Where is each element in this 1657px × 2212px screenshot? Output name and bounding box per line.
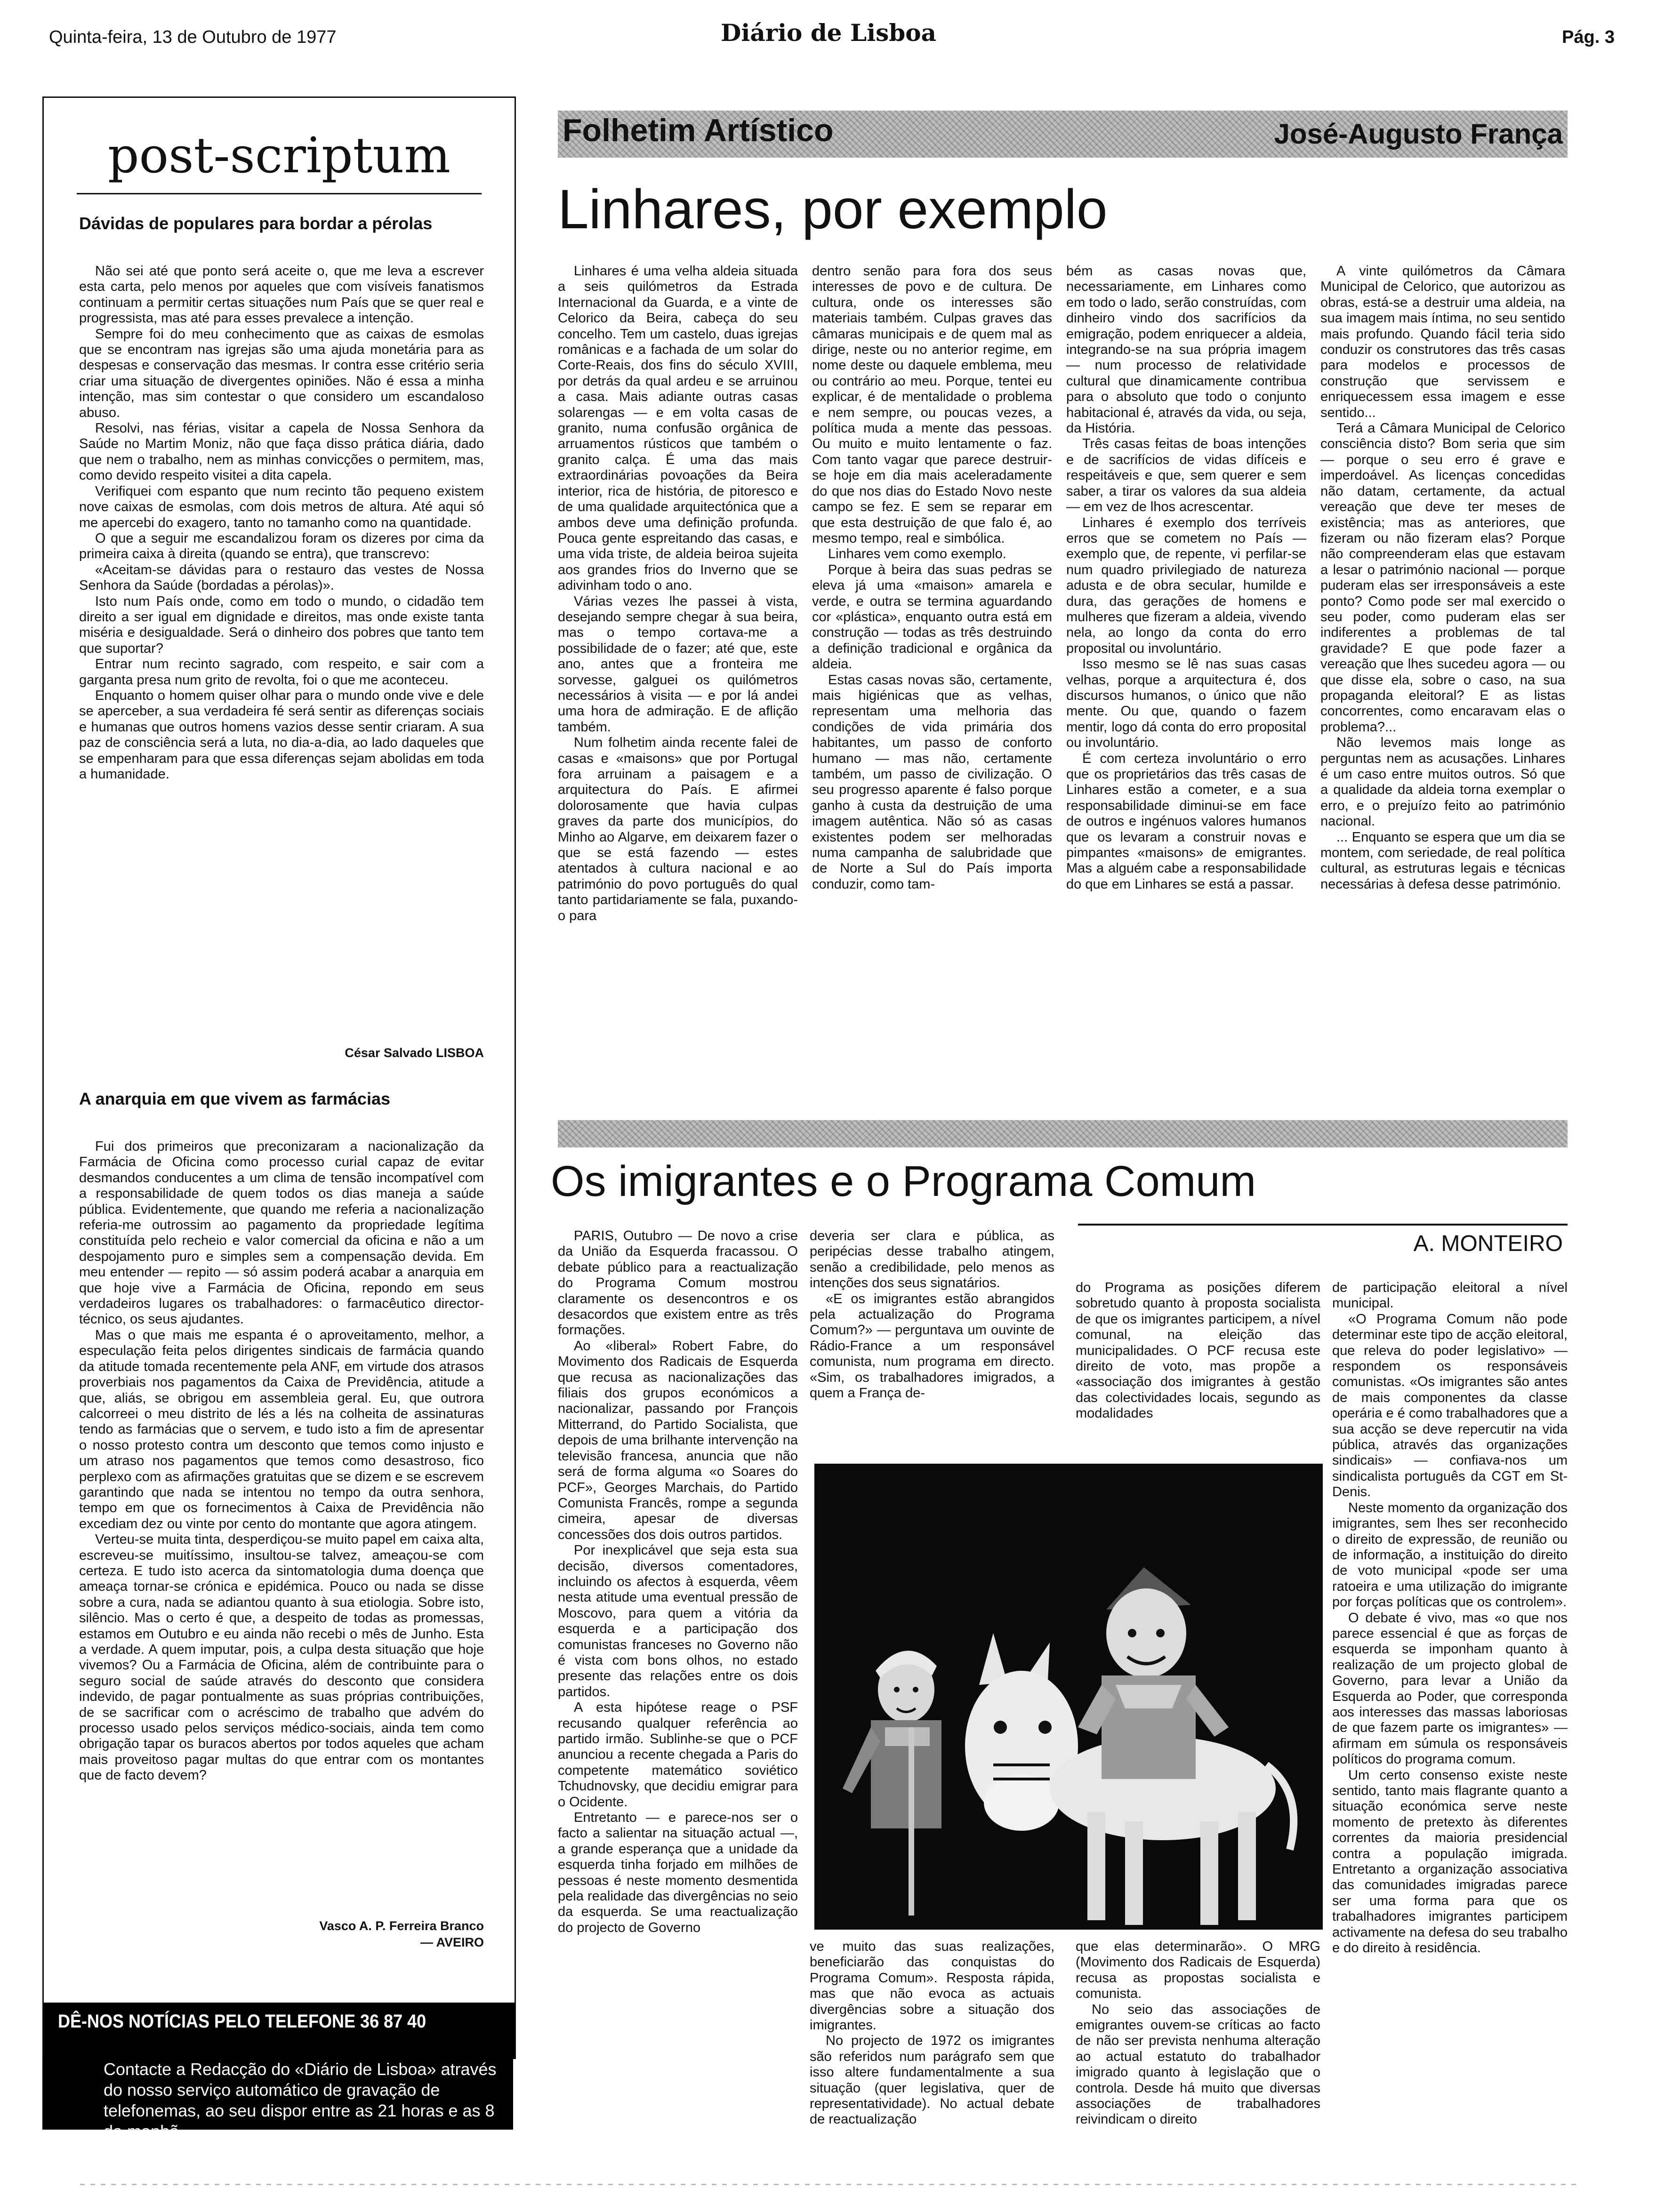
folhetim-paragraph: Não levemos mais longe as perguntas nem as acusações. Linhares é um caso entre muitos outros. Só que a qualidade da aldeia torna exemplar o erro, e o prejuízo feito ao património nacional. (1320, 735, 1565, 829)
imigrantes-column-1 (558, 1228, 798, 1936)
imigrantes-paragraph: deveria ser clara e pública, as peripécias desse trabalho atingem, senão a credibilidade, pelo menos as intenções dos seus signatários. (810, 1228, 1054, 1291)
folhetim-paragraph: Várias vezes lhe passei à vista, desejando sempre chegar à sua beira, mas o tempo cortava-me a possibilidade de o fazer; até que, este ano, antes que a fronteira me sorvesse, galguei os quilómetros necessários à visita — e por lá andei uma hora de admiração. E de aflição também. (558, 593, 798, 735)
folhetim-paragraph: Num folhetim ainda recente falei de casas e «maisons» que por Portugal fora arruinam a paisagem e a arquitectura do País. E afirmei dolorosamente que havia culpas graves da parte dos municípios, do Minho ao Algarve, em deixarem fazer o que se está fazendo — estes atentados à cultura nacional e ao património do povo português do qual tanto partidariamente se fala, puxando-o para (558, 735, 798, 923)
imigrantes-author: A. MONTEIRO (1413, 1231, 1563, 1256)
letter1-paragraph: Enquanto o homem quiser olhar para o mundo onde vive e dele se aperceber, a sua verdadeira fé será sentir as diferenças sociais e humanas que outros homens vazios desse sentir criaram. A sua paz de consciência será a luta, no dia-a-dia, ao lado daqueles que se empenharam para que essa diferenças sejam abolidas em toda a humanidade. (79, 688, 484, 782)
imigrantes-paragraph: A esta hipótese reage o PSF recusando qualquer referência ao partido irmão. Sublinhe-se que o PCF anunciou a recente chegada a Paris do competente matemático soviético Tchudnovsky, que decidiu emigrar para o Ocidente. (558, 1700, 798, 1810)
folhetim-column-1 (558, 264, 798, 924)
letter1-paragraph: «Aceitam-se dávidas para o restauro das vestes de Nossa Senhora da Saúde (bordadas a pérolas)». (79, 562, 484, 593)
postscriptum-column (42, 96, 516, 2059)
folhetim-paragraph: Linhares vem como exemplo. (828, 546, 1006, 562)
folhetim-paragraph: Linhares é exemplo dos terríveis erros que se cometem no País — exemplo que, de repente, vi perfilar-se num quadro privilegiado de natureza adusta e de obra secular, humilde e dura, das gerações de homens e mulheres que fizeram a aldeia, vivendo nela, ao longo da conta do erro proposital ou involuntário. (1066, 515, 1306, 656)
letter1-paragraph: Isto num País onde, como em todo o mundo, o cidadão tem direito a ser igual em dignidade e direitos, mas onde existe tanta miséria e desigualdade. Será o dinheiro dos pobres que tanto tem que suportar? (79, 593, 484, 656)
folhetim-paragraph: bém as casas novas que, necessariamente, em Linhares como em todo o lado, serão construídas, com dinheiro vindo dos sacrifícios da emigração, podem enriquecer a aldeia, integrando-se na sua própria imagem — num processo de relatividade cultural que dinamicamente contribua para o absoluto que todo o conjunto habitacional é, através da vida, ou seja, da História. (1066, 264, 1306, 436)
letter2-paragraph: Mas o que mais me espanta é o aproveitamento, melhor, a especulação feita pelos dirigentes sindicais de farmácia quando da atitude tomada recentemente pela ANF, em virtude dos atrasos proverbiais nos pagamentos da Caixa de Previdência, atitude a que, aliás, se obrigou em assembleia geral. Eu, que outrora calcorreei o meu distrito de lés a lés na colheita de assinaturas tendo as farmácias que o servem, e tudo isto a fim de apresentar o nosso protesto contra um desconto que temos como injusto e um atraso nos pagamentos que temos como desastroso, fico perplexo com as afirmações gratuitas que se dizem e se escrevem garantindo que nada se intentou no tempo da outra senhora, tempo em que os fornecimentos à Caixa de Previdência não excediam dez ou vinte por cento do montante que agora atingem. (79, 1327, 484, 1531)
folhetim-column-4 (1320, 264, 1565, 892)
imigrantes-paragraph: «E os imigrantes estão abrangidos pela actualização do Programa Comum?» — perguntava um ouvinte de Rádio-France a um responsável comunista, num programa em directo. «Sim, os trabalhadores imigrados, a quem a França de- (810, 1291, 1054, 1401)
imigrantes-paragraph: Entretanto — e parece-nos ser o facto a salientar na situação actual —, a grande esperança que a unidade da esquerda tinha forjado em milhões de pessoas é neste momento desmentida pela realidade das divergências no seio da esquerda. Se uma reactualização do projecto de Governo (558, 1810, 798, 1935)
imigrantes-title: Os imigrantes e o Programa Comum (551, 1157, 1256, 1205)
folhetim-paragraph: Linhares é uma velha aldeia situada a seis quilómetros da Estrada Internacional da Guarda, e a vinte de Celorico da Beira, cabeça do seu concelho. Tem um castelo, duas igrejas românicas e a fachada de um solar do Corte-Reais, dos fins do século XVIII, por detrás da qual ardeu e se arruinou a casa. Mais adiante outras casas solarengas — e em volta casas de granito, numa confusão orgânica de arruamentos rústicos que também o granito calça. É uma das mais extraordinárias povoações da Beira interior, rica de história, de pitoresco e de uma qualidade arquitectónica que a ambos deve uma definição profunda. Pouca gente espreitando das casas, e uma vida triste, de aldeia beiroa sujeita aos grandes frios do Inverno que se adivinham todo o ano. (558, 264, 798, 593)
phone-box-body-area (42, 2059, 513, 2141)
letter1-paragraph: Verifiquei com espanto que num recinto tão pequeno existem nove caixas de esmolas, com dois metros de altura. Até aqui só me apercebi do exagero, tanto no tamanho como na quantidade. (79, 483, 484, 530)
letter1-heading: Dávidas de populares para bordar a pérolas (79, 214, 433, 233)
letter1-signature: César Salvado LISBOA (345, 1046, 484, 1060)
letter1-paragraph: Entrar num recinto sagrado, com respeito, e sair com a garganta presa num grito de revolta, foi o que me aconteceu. (79, 657, 484, 688)
imigrantes-paragraph: Neste momento da organização dos imigrantes, sem lhes ser reconhecido o direito de expressão, de reunião ou de informação, a instituição do direito de voto municipal «pode ser uma ratoeira e uma utilização do imigrante por forças políticas que os controlem». (1332, 1500, 1568, 1610)
folhetim-title: Linhares, por exemplo (558, 178, 1108, 240)
letter2-heading: A anarquia em que vivem as farmácias (79, 1089, 390, 1108)
puppets-photo (814, 1464, 1323, 1930)
imigrantes-paragraph: de participação eleitoral a nível municipal. (1332, 1280, 1568, 1311)
letter1-body (79, 264, 484, 782)
postscriptum-title: post-scriptum (107, 127, 451, 184)
folhetim-paragraph: dentro senão para fora dos seus interesses de povo e de cultura. De cultura, onde os interesses são materiais também. Culpas graves das câmaras municipais e de quem mal as dirige, neste ou no anterior regime, em nome deste ou daquele emblema, meu ou contrário ao meu. Porque, tentei eu explicar, é de mentalidade o problema e nem sempre, ou poucas vezes, a política muda a mente das pessoas. Ou muito e muito lentamente o faz. Com tanto vagar que parece destruir-se hoje em dia mais aceleradamente do que nos dias do Estado Novo neste campo se fez. E sem se reparar em que esta destruição de que falo é, ao mesmo tempo, real e simbólica. (812, 264, 1052, 546)
scan-artifact-line (80, 2184, 1577, 2185)
folhetim-paragraph: ... Enquanto se espera que um dia se montem, com seriedade, de real política cultural, as estruturas legais e técnicas necessárias à defesa desse património. (1320, 829, 1565, 892)
phone-box-body: Contacte a Redacção do «Diário de Lisboa» através do nosso serviço automático de gravação de telefonemas, ao seu dispor entre as 21 horas e as 8 da manhã. (104, 2060, 497, 2141)
masthead: Diário de Lisboa (720, 19, 937, 47)
imigrantes-column-3-top (1076, 1280, 1320, 1422)
folhetim-paragraph: Estas casas novas são, certamente, mais higiénicas que as velhas, representam uma melhoria das condições de vida primária dos habitantes, um passo de conforto humano — mas não, certamente também, um passo de civilização. O seu progresso aparente é falso porque ganho à custa da destruição de uma imagem autêntica. Não só as casas existentes podem ser melhoradas numa campanha de salubridade que de Norte a Sul do País importa conduzir, como tam- (812, 672, 1052, 892)
imigrantes-paragraph: ve muito das suas realizações, beneficiarão das conquistas do Programa Comum». Resposta rápida, mas que não evoca as actuais divergências sobre a situação dos imigrantes. (810, 1939, 1054, 2033)
letter1-paragraph: O que a seguir me escandalizou foram os dizeres por cima da primeira caixa à direita (quando se entra), que transcrevo: (79, 530, 484, 562)
letter1-paragraph: Resolvi, nas férias, visitar a capela de Nossa Senhora da Saúde no Martim Moniz, não que faça disso prática diária, dado que nem o trabalho, nem as minhas convicções o permitem, mas, como devido respeito visitei a dita capela. (79, 421, 484, 483)
imigrantes-paragraph: O debate é vivo, mas «o que nos parece essencial é que as forças de esquerda se imponham quanto à realização de um projecto global de Governo, para levar a União da Esquerda ao Poder, que corresponda aos interesses das massas laboriosas de que fazem parte os imigrantes» — afirmam em súmula os responsáveis políticos do programa comum. (1332, 1610, 1568, 1767)
imigrantes-paragraph: No seio das associações de emigrantes ouvem-se críticas ao facto de não ser prevista nenhuma alteração ao actual estatuto do trabalhador imigrado quanto à legislação que o controla. Desde há muito que diversas associações de trabalhadores reivindicam o direito (1076, 2002, 1320, 2127)
folhetim-author: José-Augusto França (1274, 118, 1563, 150)
letter1-paragraph: Não sei até que ponto será aceite o, que me leva a escrever esta carta, pelo menos por aqueles que com visíveis fanatismos continuam a permitir certas situações num País que se quer real e progressista, mas até para esses prevalece a intenção. (79, 264, 484, 326)
letter2-body (79, 1139, 484, 1784)
folhetim-paragraph: Isso mesmo se lê nas suas casas velhas, porque a arquitectura é, dos discursos humanos, o único que não mente. Ou que, quando o fazem mentir, logo dá conta do erro proposital ou involuntário. (1066, 657, 1306, 751)
folhetim-paragraph: Porque à beira das suas pedras se eleva já uma «maison» amarela e verde, e outra se termina aguardando cor «plástica», enquanto outra está em construção — todas as três destruindo a definição tradicional e orgânica da aldeia. (812, 562, 1052, 672)
folhetim-column-3 (1066, 264, 1306, 892)
imigrantes-paragraph: Um certo consenso existe neste sentido, tanto mais flagrante quanto a situação económica serve neste momento de pretexto às diferentes correntes da maioria presidencial contra a população imigrada. Entretanto a organização associativa das comunidades imigradas parece ser uma forma para que os trabalhadores imigrantes participem activamente na defesa do seu trabalho e do direito à residência. (1332, 1767, 1568, 1956)
imigrantes-author-rule (1078, 1224, 1568, 1226)
phone-box-headline: DÊ-NOS NOTÍCIAS PELO TELEFONE 36 87 40 (58, 2011, 426, 2032)
imigrantes-column-4 (1332, 1280, 1568, 1956)
imigrantes-paragraph: Ao «liberal» Robert Fabre, do Movimento dos Radicais de Esquerda que recusa as nacionalizações das filiais dos grupos económicos a nacionalizar, passando por François Mitterrand, do Partido Socialista, que depois de uma brilhante intervenção na televisão francesa, anuncia que não será de forma alguma «o Soares do PCF», Georges Marchais, do Partido Comunista Francês, rompe a segunda cimeira, apesar de diversas concessões dos dois outros partidos. (558, 1338, 798, 1542)
imigrantes-paragraph: do Programa as posições diferem sobretudo quanto à proposta socialista de que os imigrantes participem, a nível comunal, na eleição das municipalidades. O PCF recusa este direito de voto, mas propõe a «associação dos imigrantes à gestão das colectividades locais, segundo as modalidades (1076, 1280, 1320, 1421)
imigrantes-paragraph: PARIS, Outubro — De novo a crise da União da Esquerda fracassou. O debate público para a reactualização do Programa Comum mostrou claramente os desencontros e os desacordos que existem entre as três formações. (558, 1228, 798, 1338)
imigrantes-column-3-bottom (1076, 1939, 1320, 2128)
imigrantes-column-2-bottom (810, 1939, 1054, 2128)
imigrantes-paragraph: «O Programa Comum não pode determinar este tipo de acção eleitoral, que releva do poder legislativo» — respondem os responsáveis comunistas. «Os imigrantes são antes de mais componentes da classe operária e é como trabalhadores que a sua acção se deve repercutir na vida pública, através das organizações sindicais» — confiava-nos um sindicalista português da CGT em St-Denis. (1332, 1311, 1568, 1500)
letter2-paragraph: Fui dos primeiros que preconizaram a nacionalização da Farmácia de Oficina como processo curial capaz de evitar desmandos conducentes a um clima de tensão incompatível com a responsabilidade de quem todos os dias maneja a saúde pública. Evidentemente, que quando me referia a nacionalização referia-me outrossim ao pagamento da propriedade legítima constituída pelo recheio e valor comercial da oficina e não a um despojamento puro e simples sem a compensação devida. Em meu entender — repito — só assim poderá acabar a anarquia em que hoje vive a Farmácia de Oficina, repondo em seus verdadeiros lugares os trabalhadores: o farmacêutico director-técnico, os seus ajudantes. (79, 1139, 484, 1327)
folhetim-column-2 (812, 264, 1052, 892)
page-number: Pág. 3 (1562, 27, 1615, 47)
imigrantes-column-2-top (810, 1228, 1054, 1401)
letter2-signature-place: — AVEIRO (420, 1935, 484, 1949)
letter2-signature: Vasco A. P. Ferreira Branco (319, 1919, 484, 1933)
letter1-paragraph: Sempre foi do meu conhecimento que as caixas de esmolas que se encontram nas igrejas são uma ajuda monetária para as despesas e conservação das mesmas. Ir contra esse critério seria criar uma situação de divergentes opiniões. Não é essa a minha intenção, mas sim contestar o que considero um escandaloso abuso. (79, 326, 484, 420)
page-date: Quinta-feira, 13 de Outubro de 1977 (49, 27, 337, 47)
folhetim-paragraph: É com certeza involuntário o erro que os proprietários das três casas de Linhares estão a cometer, e a sua responsabilidade diminui-se em face de outros e ingénuos valores humanos que os levaram a construir novas e pimpantes «maisons» de emigrantes. Mas a alguém cabe a responsabilidade do que em Linhares se está a passar. (1066, 751, 1306, 892)
puppets-illustration (814, 1464, 1323, 1930)
folhetim-paragraph: A vinte quilómetros da Câmara Municipal de Celorico, que autorizou as obras, está-se a destruir uma aldeia, na sua imagem mais íntima, no seu sentido mais profundo. Quando fácil teria sido conduzir os construtores das três casas para modelos e processos de construção que servissem e enriquecessem essa imagem e esse sentido... (1320, 264, 1565, 420)
folhetim-paragraph: Três casas feitas de boas intenções e de sacrifícios de vidas difíceis e respeitáveis e que, sem querer e sem saber, a tirar os valores da sua aldeia — em vez de lhos acrescentar. (1066, 436, 1306, 515)
imigrantes-paragraph: Por inexplicável que seja esta sua decisão, diversos comentadores, incluindo os afectos à esquerda, vêem nesta atitude uma eventual pressão de Moscovo, para quem a vitória da esquerda e a participação dos comunistas franceses no Governo não é vista com bons olhos, no estado presente das relações entre os dois partidos. (558, 1543, 798, 1699)
section-separator (558, 1120, 1568, 1147)
imigrantes-paragraph: No projecto de 1972 os imigrantes são referidos num parágrafo sem que isso altere fundamentalmente a sua situação (quer legislativa, quer de representatividade). No actual debate de reactualização (810, 2033, 1054, 2127)
folhetim-paragraph: Terá a Câmara Municipal de Celorico consciência disto? Bom seria que sim — porque o seu erro é grave e imperdoável. As licenças concedidas não datam, certamente, da actual vereação que deve ter meses de existência; mas as anteriores, que fizeram ou não fizeram elas? Porque não compreenderam elas que estavam a lesar o património nacional — porque puderam elas ser irresponsáveis a este ponto? Como pode ser mal exercido o seu poder, como puderam elas ser indiferentes a problemas de tal gravidade? E que pode fazer a vereação que lhes sucedeu agora — ou que disse ela, sobre o caso, na sua propaganda eleitoral? E as listas concorrentes, como encaravam elas o problema?... (1320, 421, 1565, 735)
phone-box (44, 2003, 515, 2059)
imigrantes-paragraph: que elas determinarão». O MRG (Movimento dos Radicais de Esquerda) recusa as propostas socialista e comunista. (1076, 1939, 1320, 2002)
folhetim-section-title: Folhetim Artístico (563, 112, 834, 148)
letter2-paragraph: Verteu-se muita tinta, desperdiçou-se muito papel em caixa alta, escreveu-se muitíssimo, insultou-se talvez, ameaçou-se com certeza. E tudo isto acerca da sintomatologia duma doença que ameaça tornar-se crónica e epidémica. Pouco ou nada se disse sobre a cura, nada se adiantou quanto à sua etiologia. Sobre isto, silêncio. Mas o certo é que, a despeito de todas as promessas, estamos em Outubro e eu ainda não recebi o mês de Junho. Esta a verdade. A quem imputar, pois, a culpa desta situação que hoje vivemos? Ou a Farmácia de Oficina, além de contribuinte para o seguro social de saúde através do desconto que considera indevido, de pagar pontualmente as suas próprias contribuições, de se sacrificar com o acréscimo de trabalho que advém do processo usado pelos serviços médico-sociais, ainda tem como obrigação tapar os buracos abertos por todos aqueles que acham mais proveitoso pagar multas do que entrar com os montantes que de facto devem? (79, 1532, 484, 1783)
